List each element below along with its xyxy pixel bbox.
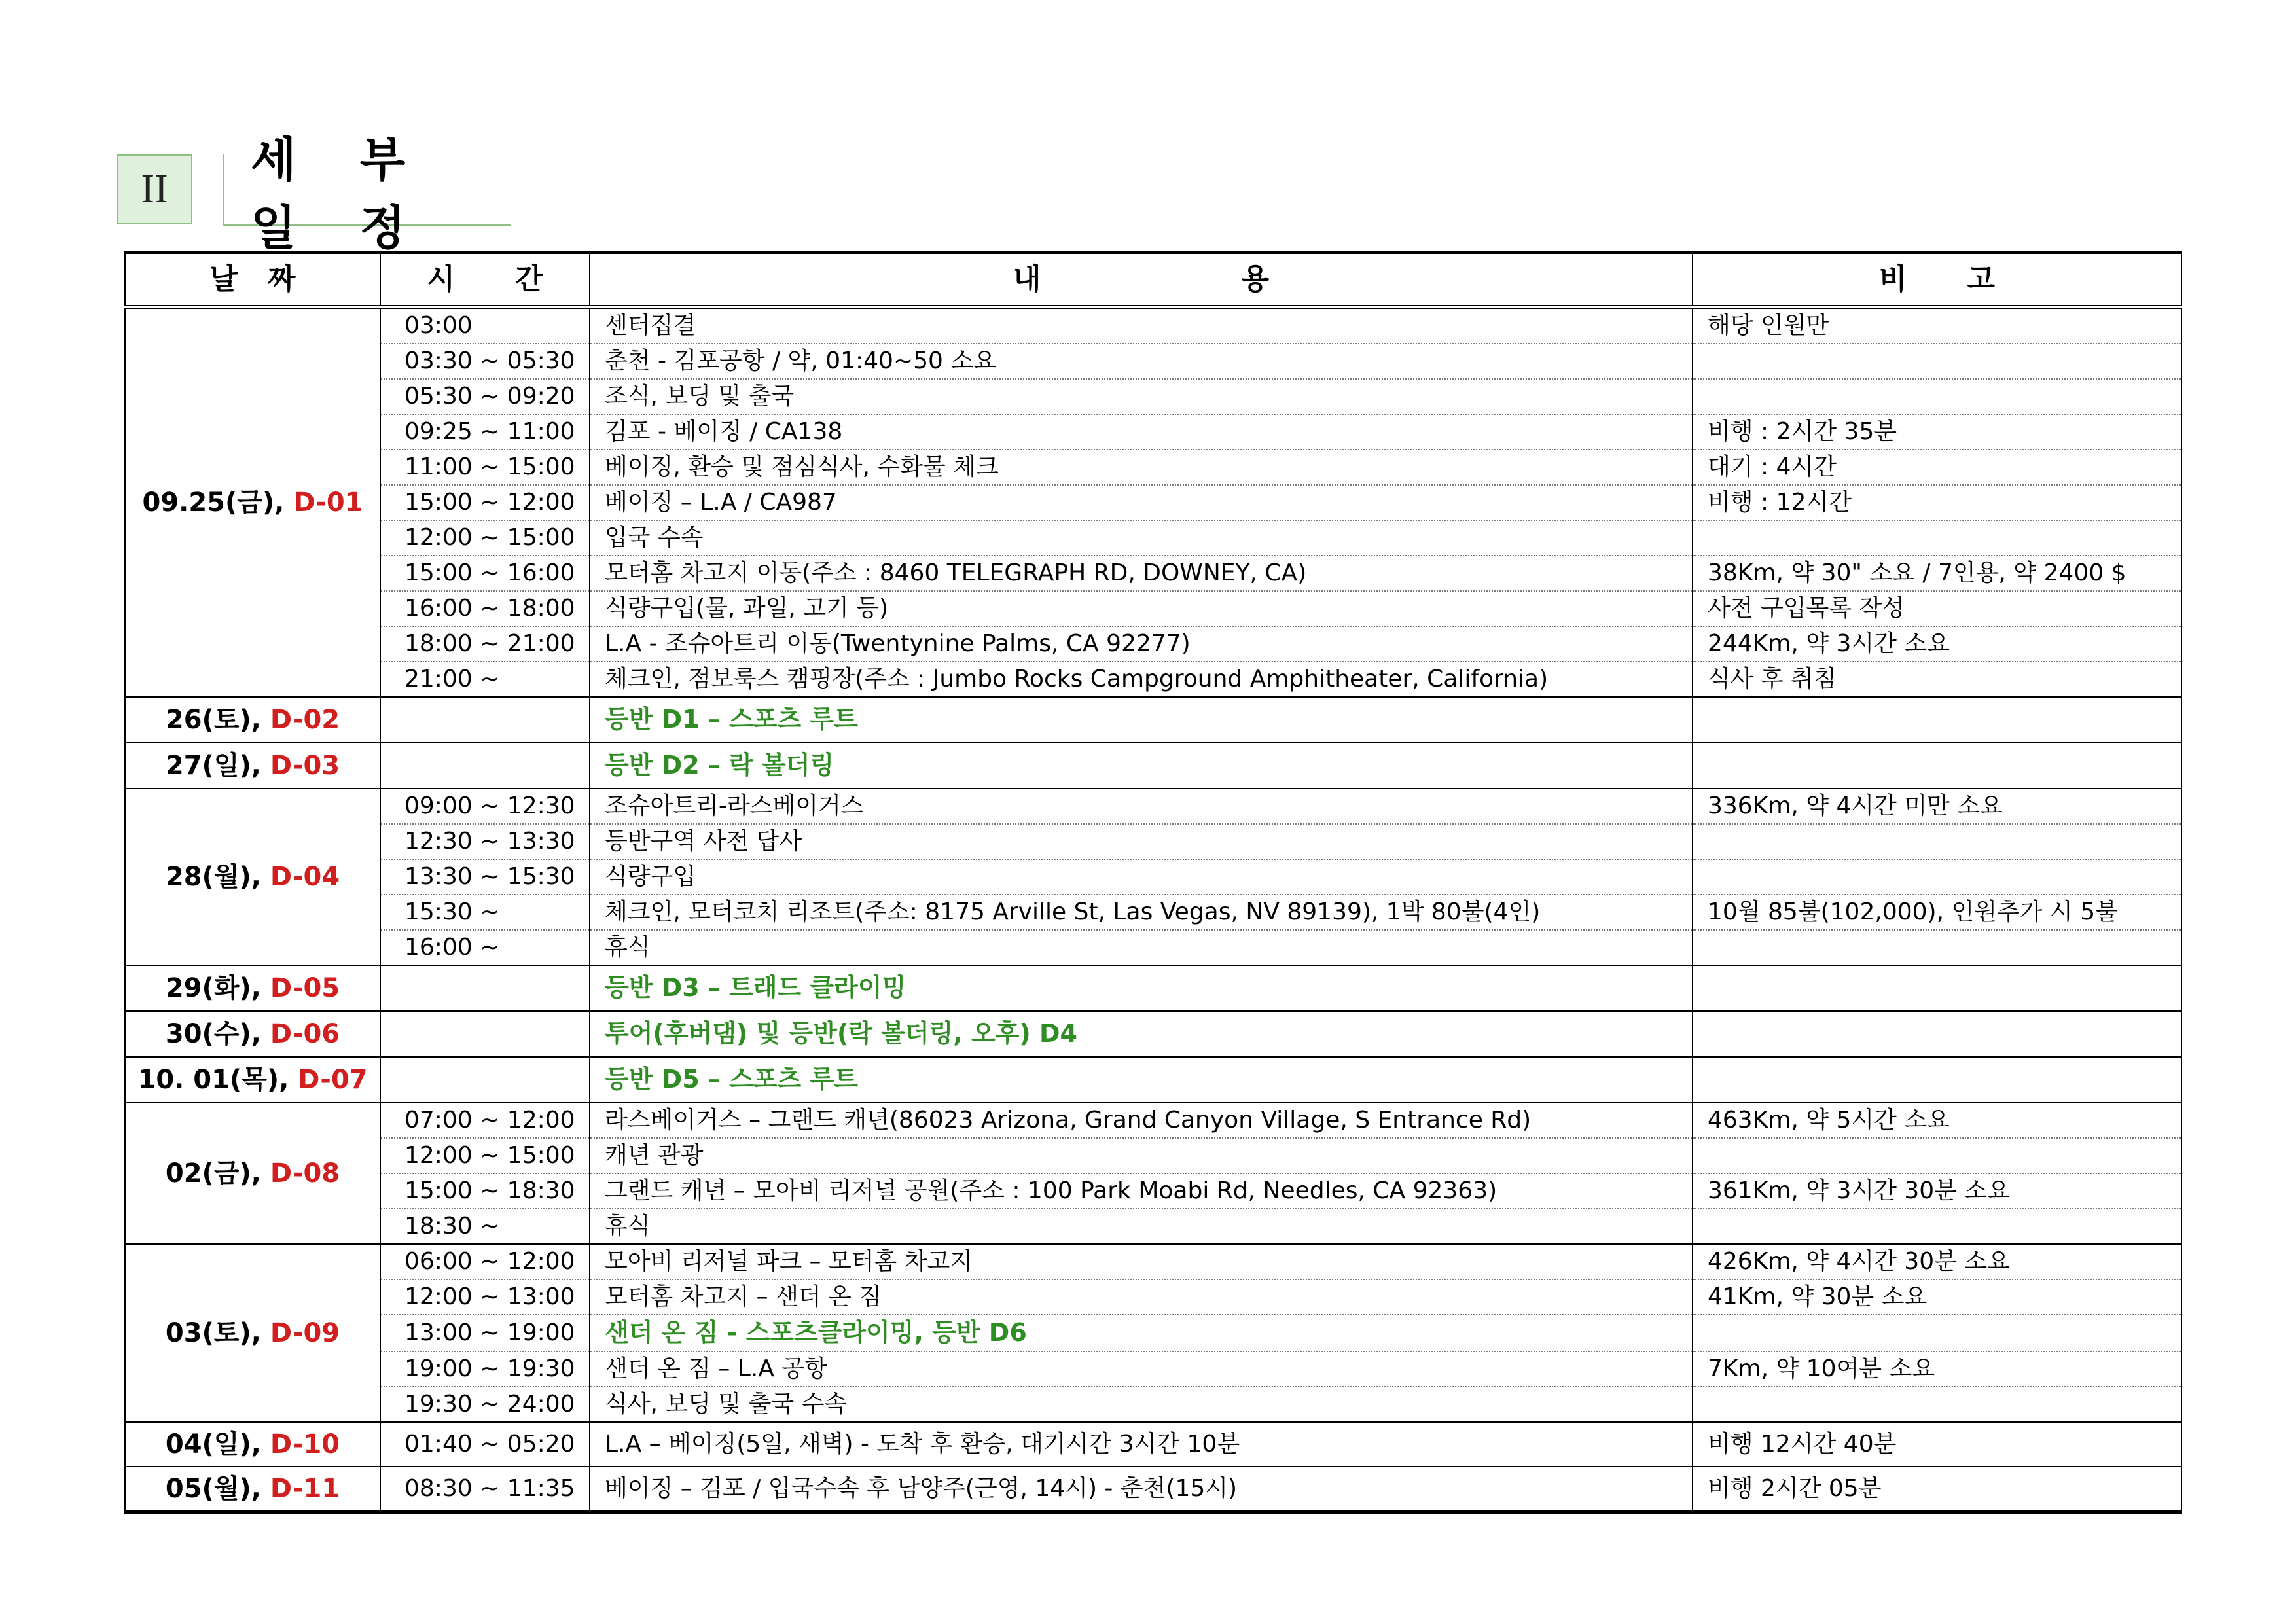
time-text: 06:00 ~ 12:00 (404, 1248, 575, 1275)
remark-cell (1693, 1138, 2181, 1173)
remark-cell (1693, 414, 2181, 450)
remark-text: 38Km, 약 30" 소요 / 7인용, 약 2400 $ (1708, 560, 2126, 586)
date-cell (125, 1467, 380, 1512)
time-text: 16:00 ~ 18:00 (404, 595, 575, 622)
schedule-row (125, 379, 2181, 414)
time-cell (380, 1351, 590, 1387)
time-text: 15:00 ~ 16:00 (404, 560, 575, 586)
content-text: 캐년 관광 (605, 1142, 704, 1169)
schedule-row (125, 1138, 2181, 1173)
remark-text: 해당 인원만 (1708, 312, 1829, 339)
content-text: 베이징, 환승 및 점심식사, 수화물 체크 (605, 454, 999, 480)
remark-cell (1693, 697, 2181, 743)
remark-cell (1693, 1057, 2181, 1103)
content-text: 휴식 (605, 934, 651, 961)
schedule-row (125, 824, 2181, 859)
content-cell (590, 824, 1693, 859)
content-cell (590, 930, 1693, 965)
content-text: 체크인, 모터코치 리조트(주소: 8175 Arville St, Las Vegas, NV 89139), 1박 80불(4인) (605, 899, 1541, 925)
remark-cell (1693, 895, 2181, 930)
time-cell (380, 1279, 590, 1315)
dday-label: D-07 (298, 1065, 368, 1095)
dday-label: D-10 (270, 1429, 340, 1459)
content-text: 샌더 온 짐 - 스포츠클라이밍, 등반 D6 (605, 1318, 1027, 1347)
schedule-row (125, 556, 2181, 591)
schedule-row (125, 344, 2181, 379)
content-text: 샌더 온 짐 – L.A 공항 (605, 1355, 827, 1382)
remark-cell (1693, 591, 2181, 626)
content-cell (590, 414, 1693, 450)
time-cell (380, 1315, 590, 1351)
schedule-row (125, 895, 2181, 930)
remark-text: 비행 2시간 05분 (1708, 1475, 1882, 1502)
date-cell (125, 697, 380, 743)
content-cell (590, 1057, 1693, 1103)
remark-cell (1693, 1467, 2181, 1512)
time-cell (380, 556, 590, 591)
schedule-row (125, 859, 2181, 895)
time-text: 18:00 ~ 21:00 (404, 630, 575, 657)
content-cell (590, 1422, 1693, 1467)
content-cell (590, 450, 1693, 485)
time-text: 01:40 ~ 05:20 (404, 1431, 575, 1457)
schedule-row (125, 414, 2181, 450)
header-content: 내 용 (590, 253, 1693, 308)
schedule-row (125, 1057, 2181, 1103)
schedule-row (125, 485, 2181, 520)
schedule-row (125, 662, 2181, 697)
date-label: 10. 01(목), (137, 1065, 289, 1095)
content-text: 식사, 보딩 및 출국 수속 (605, 1391, 848, 1418)
remark-cell (1693, 1315, 2181, 1351)
content-cell (590, 859, 1693, 895)
date-cell (125, 1244, 380, 1422)
schedule-row (125, 1209, 2181, 1244)
time-cell (380, 743, 590, 789)
time-cell (380, 1387, 590, 1422)
date-label: 04(일), (165, 1429, 261, 1459)
date-label: 05(월), (165, 1474, 261, 1504)
content-text: 조식, 보딩 및 출국 (605, 383, 795, 410)
time-text: 19:00 ~ 19:30 (404, 1355, 575, 1382)
time-text: 05:30 ~ 09:20 (404, 383, 575, 410)
content-text: 모아비 리저널 파크 – 모터홈 차고지 (605, 1248, 973, 1275)
content-text: 베이징 – L.A / CA987 (605, 489, 837, 516)
time-text: 18:30 ~ (404, 1213, 500, 1240)
content-text: 체크인, 점보룩스 캠핑장(주소 : Jumbo Rocks Campground Amphitheater, California) (605, 666, 1549, 692)
date-label: 30(수), (165, 1019, 261, 1049)
content-cell (590, 485, 1693, 520)
date-cell (125, 1103, 380, 1244)
time-text: 12:00 ~ 15:00 (404, 524, 575, 551)
remark-cell (1693, 626, 2181, 662)
content-cell (590, 344, 1693, 379)
schedule-row (125, 520, 2181, 556)
time-text: 11:00 ~ 15:00 (404, 454, 575, 480)
content-text: L.A – 베이징(5일, 새벽) - 도착 후 환승, 대기시간 3시간 10분 (605, 1431, 1240, 1457)
content-text: L.A - 조슈아트리 이동(Twentynine Palms, CA 92277) (605, 630, 1191, 657)
remark-text: 비행 : 2시간 35분 (1708, 418, 1897, 445)
time-cell (380, 697, 590, 743)
time-text: 12:00 ~ 15:00 (404, 1142, 575, 1169)
content-cell (590, 662, 1693, 697)
date-label: 27(일), (165, 751, 261, 781)
dday-label: D-05 (270, 973, 340, 1003)
content-cell (590, 1315, 1693, 1351)
content-text: 춘천 - 김포공항 / 약, 01:40~50 소요 (605, 348, 996, 374)
time-text: 16:00 ~ (404, 934, 500, 961)
remark-cell (1693, 485, 2181, 520)
dday-label: D-09 (270, 1318, 340, 1348)
remark-cell (1693, 789, 2181, 824)
time-cell (380, 895, 590, 930)
schedule-row (125, 1422, 2181, 1467)
time-text: 13:00 ~ 19:00 (404, 1319, 575, 1346)
content-cell (590, 556, 1693, 591)
time-text: 15:00 ~ 12:00 (404, 489, 575, 516)
schedule-row (125, 450, 2181, 485)
time-cell (380, 1422, 590, 1467)
schedule-row (125, 1387, 2181, 1422)
header-time: 시 간 (380, 253, 590, 308)
remark-text: 7Km, 약 10여분 소요 (1708, 1355, 1935, 1382)
schedule-row (125, 1315, 2181, 1351)
time-cell (380, 450, 590, 485)
content-cell (590, 379, 1693, 414)
time-cell (380, 662, 590, 697)
content-cell (590, 697, 1693, 743)
remark-cell (1693, 824, 2181, 859)
time-cell (380, 1244, 590, 1279)
remark-cell (1693, 520, 2181, 556)
time-cell (380, 859, 590, 895)
content-cell (590, 1244, 1693, 1279)
date-cell (125, 789, 380, 965)
time-text: 09:00 ~ 12:30 (404, 793, 575, 819)
time-text: 19:30 ~ 24:00 (404, 1391, 575, 1418)
time-cell (380, 824, 590, 859)
schedule-row (125, 307, 2181, 344)
remark-text: 426Km, 약 4시간 30분 소요 (1708, 1248, 2010, 1275)
content-text: 입국 수속 (605, 524, 704, 551)
date-cell (125, 743, 380, 789)
schedule-row (125, 930, 2181, 965)
content-text: 조슈아트리-라스베이거스 (605, 793, 864, 819)
remark-cell (1693, 1387, 2181, 1422)
remark-cell (1693, 450, 2181, 485)
content-cell (590, 1209, 1693, 1244)
remark-cell (1693, 344, 2181, 379)
content-text: 식량구입 (605, 863, 696, 890)
dday-label: D-06 (270, 1019, 340, 1049)
remark-text: 41Km, 약 30분 소요 (1708, 1283, 1928, 1310)
time-text: 03:00 (404, 312, 473, 339)
time-cell (380, 965, 590, 1011)
remark-cell (1693, 1011, 2181, 1057)
schedule-row (125, 1351, 2181, 1387)
content-text: 식량구입(물, 과일, 고기 등) (605, 595, 889, 622)
time-cell (380, 414, 590, 450)
content-cell (590, 1467, 1693, 1512)
dday-label: D-08 (270, 1158, 340, 1188)
time-cell (380, 1103, 590, 1138)
schedule-row (125, 1244, 2181, 1279)
content-cell (590, 965, 1693, 1011)
time-cell (380, 1138, 590, 1173)
time-cell (380, 789, 590, 824)
remark-text: 식사 후 취침 (1708, 666, 1837, 692)
remark-text: 사전 구입목록 작성 (1708, 595, 1905, 622)
time-text: 12:00 ~ 13:00 (404, 1283, 575, 1310)
time-text: 21:00 ~ (404, 666, 500, 692)
content-text: 투어(후버댐) 및 등반(락 볼더링, 오후) D4 (605, 1019, 1077, 1048)
time-cell (380, 307, 590, 344)
content-cell (590, 1138, 1693, 1173)
time-text: 15:30 ~ (404, 899, 500, 925)
content-cell (590, 789, 1693, 824)
content-text: 등반 D1 – 스포츠 루트 (605, 705, 858, 734)
content-cell (590, 520, 1693, 556)
content-cell (590, 743, 1693, 789)
schedule-row (125, 1011, 2181, 1057)
schedule-row (125, 697, 2181, 743)
remark-text: 244Km, 약 3시간 소요 (1708, 630, 1950, 657)
remark-cell (1693, 662, 2181, 697)
remark-cell (1693, 743, 2181, 789)
date-cell (125, 965, 380, 1011)
dday-label: D-04 (270, 862, 340, 892)
content-cell (590, 1173, 1693, 1209)
content-text: 베이징 – 김포 / 입국수속 후 남양주(근영, 14시) - 춘천(15시) (605, 1475, 1238, 1502)
content-cell (590, 1279, 1693, 1315)
time-cell (380, 485, 590, 520)
time-cell (380, 626, 590, 662)
date-label: 09.25(금), (142, 488, 285, 518)
content-text: 등반 D3 – 트래드 클라이밍 (605, 973, 906, 1002)
section-number: II (141, 166, 168, 211)
remark-cell (1693, 1103, 2181, 1138)
remark-text: 대기 : 4시간 (1708, 454, 1837, 480)
time-text: 07:00 ~ 12:00 (404, 1107, 575, 1133)
time-cell (380, 591, 590, 626)
remark-text: 361Km, 약 3시간 30분 소요 (1708, 1177, 2010, 1204)
content-text: 등반 D5 – 스포츠 루트 (605, 1065, 858, 1094)
remark-text: 336Km, 약 4시간 미만 소요 (1708, 793, 2003, 819)
date-cell (125, 1011, 380, 1057)
content-cell (590, 895, 1693, 930)
schedule-row (125, 1173, 2181, 1209)
content-cell (590, 1351, 1693, 1387)
content-cell (590, 1387, 1693, 1422)
time-cell (380, 379, 590, 414)
remark-cell (1693, 1422, 2181, 1467)
remark-cell (1693, 1173, 2181, 1209)
date-label: 03(토), (165, 1318, 261, 1348)
content-text: 등반구역 사전 답사 (605, 828, 802, 855)
content-text: 모터홈 차고지 이동(주소 : 8460 TELEGRAPH RD, DOWNEY, CA) (605, 560, 1307, 586)
time-text: 15:00 ~ 18:30 (404, 1177, 575, 1204)
remark-text: 10월 85불(102,000), 인원추가 시 5불 (1708, 899, 2118, 925)
time-text: 13:30 ~ 15:30 (404, 863, 575, 890)
date-cell (125, 307, 380, 697)
schedule-row (125, 1467, 2181, 1512)
content-text: 센터집결 (605, 312, 696, 339)
time-cell (380, 1057, 590, 1103)
content-text: 그랜드 캐년 – 모아비 리저널 공원(주소 : 100 Park Moabi Rd, Needles, CA 92363) (605, 1177, 1498, 1204)
header-remark: 비 고 (1693, 253, 2181, 308)
remark-text: 비행 : 12시간 (1708, 489, 1852, 516)
schedule-row (125, 789, 2181, 824)
section-title: 세 부 일 정 (223, 154, 511, 226)
time-cell (380, 1467, 590, 1512)
remark-cell (1693, 1244, 2181, 1279)
time-cell (380, 344, 590, 379)
schedule-table (124, 251, 2182, 1514)
remark-text: 463Km, 약 5시간 소요 (1708, 1107, 1950, 1133)
schedule-body (125, 307, 2181, 1512)
content-text: 라스베이거스 – 그랜드 캐년(86023 Arizona, Grand Canyon Village, S Entrance Rd) (605, 1107, 1532, 1133)
schedule-row (125, 743, 2181, 789)
section-number-box (117, 154, 192, 224)
remark-cell (1693, 930, 2181, 965)
time-cell (380, 1209, 590, 1244)
date-cell (125, 1057, 380, 1103)
schedule-row (125, 1103, 2181, 1138)
schedule-row (125, 591, 2181, 626)
remark-cell (1693, 556, 2181, 591)
time-text: 08:30 ~ 11:35 (404, 1475, 575, 1502)
date-label: 28(월), (165, 862, 261, 892)
content-text: 등반 D2 – 락 볼더링 (605, 751, 834, 779)
time-cell (380, 1173, 590, 1209)
time-cell (380, 1011, 590, 1057)
remark-cell (1693, 307, 2181, 344)
content-cell (590, 1103, 1693, 1138)
dday-label: D-02 (270, 705, 340, 735)
time-text: 12:30 ~ 13:30 (404, 828, 575, 855)
content-cell (590, 591, 1693, 626)
date-label: 02(금), (165, 1158, 261, 1188)
content-cell (590, 626, 1693, 662)
dday-label: D-11 (270, 1474, 340, 1504)
time-text: 03:30 ~ 05:30 (404, 348, 575, 374)
remark-cell (1693, 1351, 2181, 1387)
content-cell (590, 1011, 1693, 1057)
remark-cell (1693, 1209, 2181, 1244)
content-text: 모터홈 차고지 – 샌더 온 짐 (605, 1283, 882, 1310)
remark-cell (1693, 1279, 2181, 1315)
remark-text: 비행 12시간 40분 (1708, 1431, 1897, 1457)
content-cell (590, 307, 1693, 344)
date-label: 26(토), (165, 705, 261, 735)
date-cell (125, 1422, 380, 1467)
header-date: 날 짜 (125, 253, 380, 308)
content-text: 김포 - 베이징 / CA138 (605, 418, 843, 445)
remark-cell (1693, 965, 2181, 1011)
time-text: 09:25 ~ 11:00 (404, 418, 575, 445)
schedule-row (125, 626, 2181, 662)
date-label: 29(화), (165, 973, 261, 1003)
dday-label: D-03 (270, 751, 340, 781)
content-text: 휴식 (605, 1213, 651, 1240)
schedule-row (125, 965, 2181, 1011)
time-cell (380, 930, 590, 965)
header-row (125, 253, 2181, 308)
dday-label: D-01 (293, 488, 363, 518)
schedule-row (125, 1279, 2181, 1315)
remark-cell (1693, 379, 2181, 414)
remark-cell (1693, 859, 2181, 895)
time-cell (380, 520, 590, 556)
